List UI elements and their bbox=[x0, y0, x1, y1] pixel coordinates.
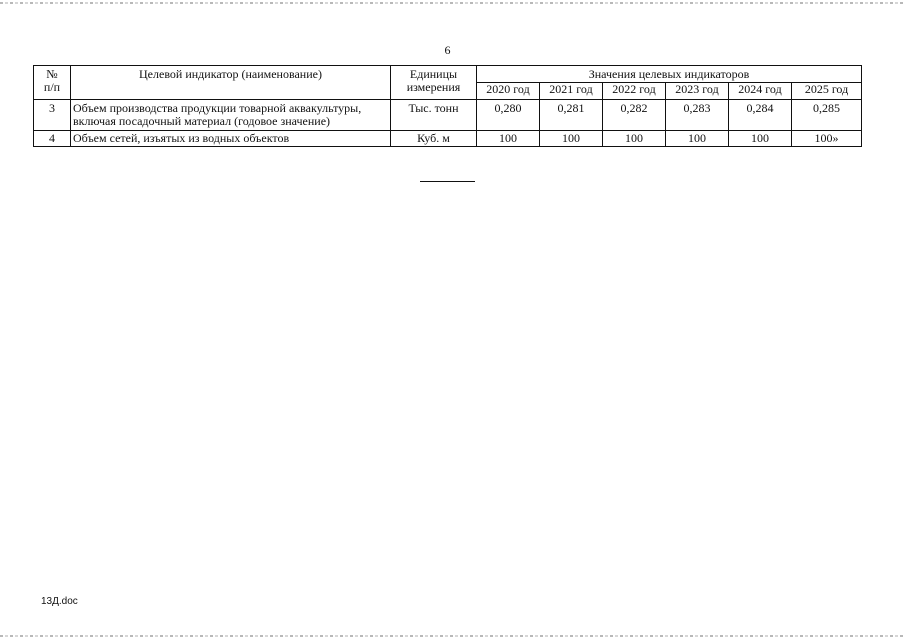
header-year: 2023 год bbox=[666, 83, 729, 100]
row-number: 4 bbox=[34, 131, 71, 147]
row-unit: Куб. м bbox=[391, 131, 477, 147]
header-year: 2025 год bbox=[792, 83, 862, 100]
row-unit: Тыс. тонн bbox=[391, 100, 477, 131]
header-units: Единицы измерения bbox=[391, 66, 477, 100]
row-value: 100 bbox=[729, 131, 792, 147]
page-number: 6 bbox=[444, 43, 451, 57]
row-value: 100» bbox=[792, 131, 862, 147]
scan-edge-top bbox=[0, 2, 905, 4]
header-year: 2022 год bbox=[603, 83, 666, 100]
row-value: 100 bbox=[540, 131, 603, 147]
header-year: 2021 год bbox=[540, 83, 603, 100]
row-indicator-name: Объем сетей, изъятых из водных объектов bbox=[71, 131, 391, 147]
footer-filename: 13Д.doc bbox=[41, 596, 78, 607]
header-year: 2024 год bbox=[729, 83, 792, 100]
row-value: 0,283 bbox=[666, 100, 729, 131]
target-indicators-table bbox=[33, 65, 862, 147]
end-separator-line bbox=[420, 181, 475, 182]
row-value: 100 bbox=[477, 131, 540, 147]
row-value: 0,282 bbox=[603, 100, 666, 131]
row-value: 0,280 bbox=[477, 100, 540, 131]
header-number: № п/п bbox=[34, 66, 71, 100]
row-value: 0,281 bbox=[540, 100, 603, 131]
table-row bbox=[34, 131, 862, 147]
row-value: 100 bbox=[603, 131, 666, 147]
row-value: 0,284 bbox=[729, 100, 792, 131]
scan-edge-bottom bbox=[0, 635, 905, 637]
row-indicator-name: Объем производства продукции товарной аквакультуры, включая посадочный материал (годовое значение) bbox=[71, 100, 391, 131]
row-number: 3 bbox=[34, 100, 71, 131]
table-row bbox=[34, 100, 862, 131]
row-value: 0,285 bbox=[792, 100, 862, 131]
header-year: 2020 год bbox=[477, 83, 540, 100]
header-indicator-name: Целевой индикатор (наименование) bbox=[71, 66, 391, 100]
header-values-group: Значения целевых индикаторов bbox=[477, 66, 862, 83]
row-value: 100 bbox=[666, 131, 729, 147]
